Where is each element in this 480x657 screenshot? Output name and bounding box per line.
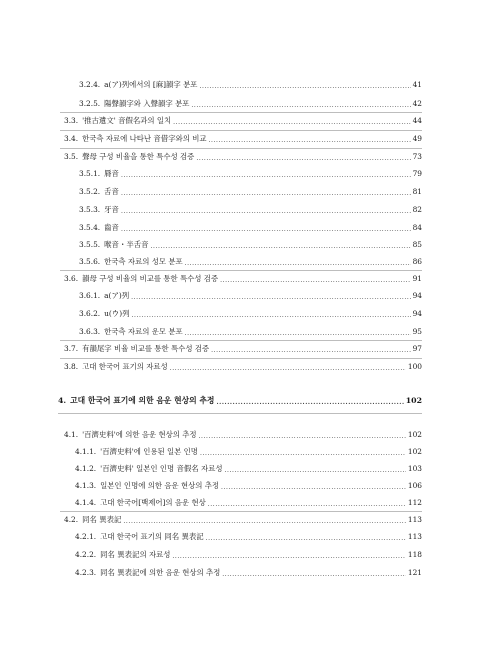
toc-leader-dots <box>199 431 406 441</box>
toc-entry-page: 91 <box>412 274 422 283</box>
toc-entry-number: 3.5.1. <box>79 169 101 178</box>
toc-entry-title: 고대 한국어[백제어]의 음운 현상 <box>100 498 206 507</box>
toc-entry <box>75 532 422 542</box>
toc-entry-number: 3.5.5. <box>79 240 101 249</box>
toc-entry-number: 3.6.3. <box>79 327 101 336</box>
toc-entry-number: 4.2.3. <box>75 568 97 577</box>
toc-leader-dots <box>222 569 406 579</box>
toc-entry-number: 3.6.1. <box>79 291 101 300</box>
divider-line <box>58 413 422 414</box>
toc-entry-page: 113 <box>407 532 422 541</box>
toc-entry-title: 同名 異表記 <box>82 515 122 524</box>
toc-entry-page: 82 <box>412 205 422 214</box>
toc-leader-dots <box>173 117 410 127</box>
toc-leader-dots <box>121 170 411 180</box>
toc-entry-page: 79 <box>412 169 422 178</box>
toc-entry-title: 脣音 <box>104 169 119 178</box>
toc-leader-dots <box>208 499 406 509</box>
toc-entry <box>75 498 422 508</box>
toc-entry-number: 4. <box>58 396 67 405</box>
toc-entry-title: '百濟史料'에 의한 음운 현상의 추정 <box>82 430 197 439</box>
toc-entry-number: 4.2. <box>64 515 79 524</box>
toc-entry <box>64 344 422 354</box>
toc-entry-number: 4.1.3. <box>75 481 97 490</box>
toc-leader-dots <box>170 363 406 373</box>
toc-leader-dots <box>196 153 410 163</box>
toc-entry-title: 同名 異表記에 의한 음운 현상의 추정 <box>100 568 221 577</box>
toc-entry <box>75 568 422 578</box>
toc-leader-dots <box>185 258 411 268</box>
toc-entry-title: '百濟史料' 일본인 인명 音假名 자료성 <box>100 464 223 473</box>
toc-entry-page: 95 <box>412 327 422 336</box>
toc-entry-title: 舌音 <box>104 187 119 196</box>
toc-entry-page: 103 <box>407 464 422 473</box>
toc-leader-dots <box>121 188 411 198</box>
toc-leader-dots <box>216 397 403 407</box>
toc-entry-number: 3.3. <box>64 116 79 125</box>
toc-entry-page: 102 <box>407 447 422 456</box>
toc-leader-dots <box>211 345 411 355</box>
toc-entry-title: 한국측 자료에 나타난 音借字와의 비교 <box>82 134 207 143</box>
toc-leader-dots <box>220 275 411 285</box>
toc-entry-page: 94 <box>412 291 422 300</box>
toc-entry-title: 同名 異表記의 자료성 <box>100 550 171 559</box>
toc-entry-page: 113 <box>407 515 422 524</box>
toc-entry-title: a(ア)列 <box>104 291 130 300</box>
toc-entry-page: 102 <box>407 430 422 439</box>
divider-line <box>60 358 422 359</box>
toc-entry-title: a(ア)列에서의 [麻]韻字 분포 <box>104 80 198 89</box>
toc-entry-number: 3.2.5. <box>79 99 101 108</box>
toc-entry <box>64 430 422 440</box>
toc-entry <box>64 116 422 126</box>
divider-line <box>60 270 422 271</box>
toc-entry-title: 有韻尾字 비율 비교를 통한 특수성 검증 <box>82 344 210 353</box>
toc-entry-page: 102 <box>405 396 422 405</box>
toc-entry <box>75 550 422 560</box>
toc-entry <box>75 447 422 457</box>
toc-leader-dots <box>123 516 405 526</box>
toc-entry-title: 고대 한국어 표기에 의한 음운 현상의 추정 <box>70 396 215 405</box>
toc-leader-dots <box>206 533 406 543</box>
toc-entry <box>79 99 422 109</box>
toc-leader-dots <box>221 482 406 492</box>
toc-entry-page: 97 <box>412 344 422 353</box>
toc-entry-number: 3.7. <box>64 344 79 353</box>
toc-entry-title: 陽聲韻字와 入聲韻字 분포 <box>104 99 190 108</box>
toc-entry-page: 49 <box>412 134 422 143</box>
toc-leader-dots <box>172 551 406 561</box>
toc-entry-page: 100 <box>407 362 422 371</box>
toc-entry-page: 121 <box>407 568 422 577</box>
toc-leader-dots <box>224 465 405 475</box>
toc-entry <box>79 80 422 90</box>
toc-leader-dots <box>199 81 410 91</box>
toc-entry-title: 聲母 구성 비율을 통한 특수성 검증 <box>82 152 195 161</box>
toc-leader-dots <box>200 448 406 458</box>
toc-entry-page: 41 <box>412 80 422 89</box>
toc-entry-title: '百濟史料'에 인용된 일본 인명 <box>100 447 198 456</box>
toc-entry-page: 84 <box>412 223 422 232</box>
toc-entry-title: '推古遺文' 音假名과의 일치 <box>82 116 172 125</box>
divider-line <box>60 340 422 341</box>
toc-entry <box>64 152 422 162</box>
divider-line <box>60 112 422 113</box>
toc-entry-page: 118 <box>407 550 422 559</box>
toc-entry-number: 3.5.6. <box>79 257 101 266</box>
toc-entry-number: 3.5.3. <box>79 205 101 214</box>
divider-line <box>60 130 422 131</box>
toc-entry-number: 4.2.2. <box>75 550 97 559</box>
toc-entry-number: 4.1. <box>64 430 79 439</box>
toc-entry-number: 3.5.4. <box>79 223 101 232</box>
toc-entry-page: 112 <box>407 498 422 507</box>
toc-entry-title: 韻母 구성 비율의 비교를 통한 특수성 검증 <box>82 274 219 283</box>
toc-entry <box>79 327 422 337</box>
toc-entry-page: 42 <box>412 99 422 108</box>
toc-entry-number: 3.5. <box>64 152 79 161</box>
toc-leader-dots <box>191 100 410 110</box>
toc-entry-page: 86 <box>412 257 422 266</box>
toc-entry <box>64 274 422 284</box>
toc-entry-title: 한국측 자료의 운모 분포 <box>104 327 183 336</box>
toc-entry-page: 44 <box>412 116 422 125</box>
toc-entry-number: 3.5.2. <box>79 187 101 196</box>
toc-entry <box>79 291 422 301</box>
toc-entry <box>79 257 422 267</box>
toc-entry-number: 4.1.1. <box>75 447 97 456</box>
toc-entry-number: 3.6.2. <box>79 309 101 318</box>
toc-entry-title: 喉音・半舌音 <box>104 240 149 249</box>
toc-entry <box>79 309 422 319</box>
toc-entry <box>79 169 422 179</box>
toc-entry <box>79 240 422 250</box>
toc-leader-dots <box>151 241 411 251</box>
toc-chapter-entry <box>58 396 422 406</box>
toc-entry-number: 3.6. <box>64 274 79 283</box>
toc-leader-dots <box>209 135 411 145</box>
toc-entry-number: 3.2.4. <box>79 80 101 89</box>
toc-entry <box>79 223 422 233</box>
toc-entry-number: 3.8. <box>64 362 79 371</box>
toc-entry-number: 4.2.1. <box>75 532 97 541</box>
toc-entry <box>79 205 422 215</box>
toc-leader-dots <box>131 292 410 302</box>
toc-leader-dots <box>131 310 410 320</box>
toc-leader-dots <box>121 224 411 234</box>
toc-entry <box>64 362 422 372</box>
toc-leader-dots <box>121 206 411 216</box>
toc-entry-title: 고대 한국어 표기의 자료성 <box>82 362 168 371</box>
toc-entry-page: 106 <box>407 481 422 490</box>
toc-entry-title: 齒音 <box>104 223 119 232</box>
toc-entry <box>75 481 422 491</box>
toc-entry-title: u(ウ)列 <box>104 309 130 318</box>
toc-entry-number: 4.1.2. <box>75 464 97 473</box>
toc-entry <box>79 187 422 197</box>
toc-entry-title: 일본인 인명에 의한 음운 현상의 추정 <box>100 481 219 490</box>
toc-entry-title: 한국측 자료의 성모 분포 <box>104 257 183 266</box>
divider-line <box>60 511 422 512</box>
toc-entry-title: 고대 한국어 표기의 同名 異表記 <box>100 532 204 541</box>
toc-entry-page: 81 <box>412 187 422 196</box>
toc-entry <box>64 515 422 525</box>
toc-entry-page: 94 <box>412 309 422 318</box>
toc-entry-number: 3.4. <box>64 134 79 143</box>
divider-line <box>60 148 422 149</box>
toc-entry-title: 牙音 <box>104 205 119 214</box>
toc-entry-number: 4.1.4. <box>75 498 97 507</box>
toc-leader-dots <box>185 328 411 338</box>
toc-entry <box>75 464 422 474</box>
toc-entry <box>64 134 422 144</box>
toc-entry-page: 85 <box>412 240 422 249</box>
toc-entry-page: 73 <box>412 152 422 161</box>
